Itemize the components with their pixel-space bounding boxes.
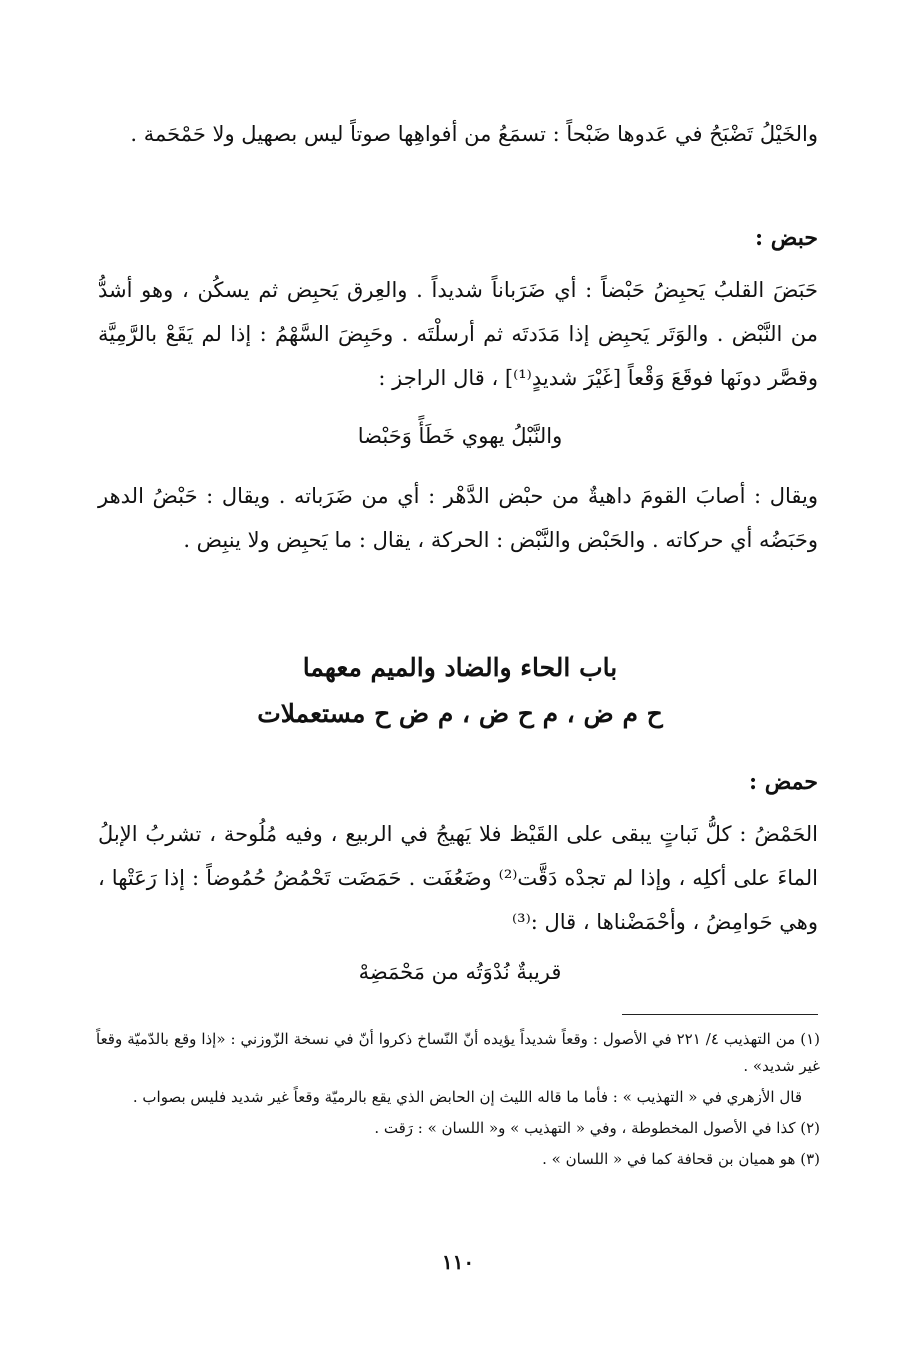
footnote-1-continued: قال الأزهري في « التهذيب » : فأما ما قاله الليث إن الحابض الذي يقع بالرميّة وقعاً غير شديد فليس بصواب . <box>132 1088 802 1106</box>
page-number: ١١٠ <box>441 1250 475 1274</box>
entry-heading-habd: حبض : <box>755 225 818 251</box>
paragraph-dabh: والخَيْلُ تَضْبَحُ في عَدوها ضَبْحاً : تسمَعُ من أفواهِها صوتاً ليس بصهيل ولا حَمْحَمة . <box>130 122 818 146</box>
footnote-divider <box>622 1014 818 1015</box>
paragraph-habd: حَبَضَ القلبُ يَحبِضُ حَبْضاً : أي ضَرَباناً شديداً . والعِرق يَحبِض ثم يسكُن ، وهو أشدُّ من النَّبْض . والوَتَر يَحبِض إذا مَدَدتَه ثم أرسلْتَه . وحَبِضَ السَّهْمُ : إذا لم يَقَعْ بالرَّمِيَّة وقصَّر دونَها فوقَعَ وَقْعاً [غَيْرَ شديدٍ⁽¹⁾] ، قال الراجز : <box>98 278 818 390</box>
footnote-1: (١) من التهذيب ٤/ ٢٢١ في الأصول : وقعاً شديداً يؤيده أنّ النّساخ ذكروا أنّ في نسخة الزّوزني : «إذا وقع بالدّميّة وقعاً غير شديد» . <box>96 1030 820 1075</box>
footnotes <box>96 1026 820 1177</box>
verse-quote: قريبةٌ نُدْوَتُه من مَحْمَضِهْ <box>358 960 562 984</box>
entry-heading-hamd: حمض : <box>748 769 818 795</box>
verse-rajaz: والنَّبْلُ يهوي خَطَأً وَحَبْضا <box>357 424 563 448</box>
paragraph-hamd: الحَمْضُ : كلُّ نَباتٍ يبقى على القَيْظ فلا يَهيجُ في الربيع ، وفيه مُلُوحة ، تشربُ الإبلُ الماءَ على أكلِه ، وإذا لم تجدْه دَقَّت⁽²⁾ وضَعُفَت . حَمَضَت تَحْمُضُ حُمُوضاً : إذا رَعَتْها ، وهي حَوامِضُ ، وأحْمَضْناها ، قال :⁽³⁾ <box>98 822 819 934</box>
paragraph-habd-dahr: ويقال : أصابَ القومَ داهيةٌ من حبْض الدَّهْر : أي من ضَرَباته . ويقال : حَبْضُ الدهر وحَبَضُه أي حركاته . والحَبْض والنَّبْض : الحركة ، يقال : ما يَحبِض ولا ينبِض . <box>98 484 818 552</box>
footnote-2: (٢) كذا في الأصول المخطوطة ، وفي « التهذيب » و« اللسان » : رَقت . <box>374 1119 820 1137</box>
footnote-3: (٣) هو هميان بن قحافة كما في « اللسان » . <box>542 1150 820 1168</box>
chapter-subtitle: ح م ض ، م ح ض ، م ض ح مستعملات <box>257 699 663 728</box>
chapter-title: باب الحاء والضاد والميم معهما <box>302 653 618 682</box>
